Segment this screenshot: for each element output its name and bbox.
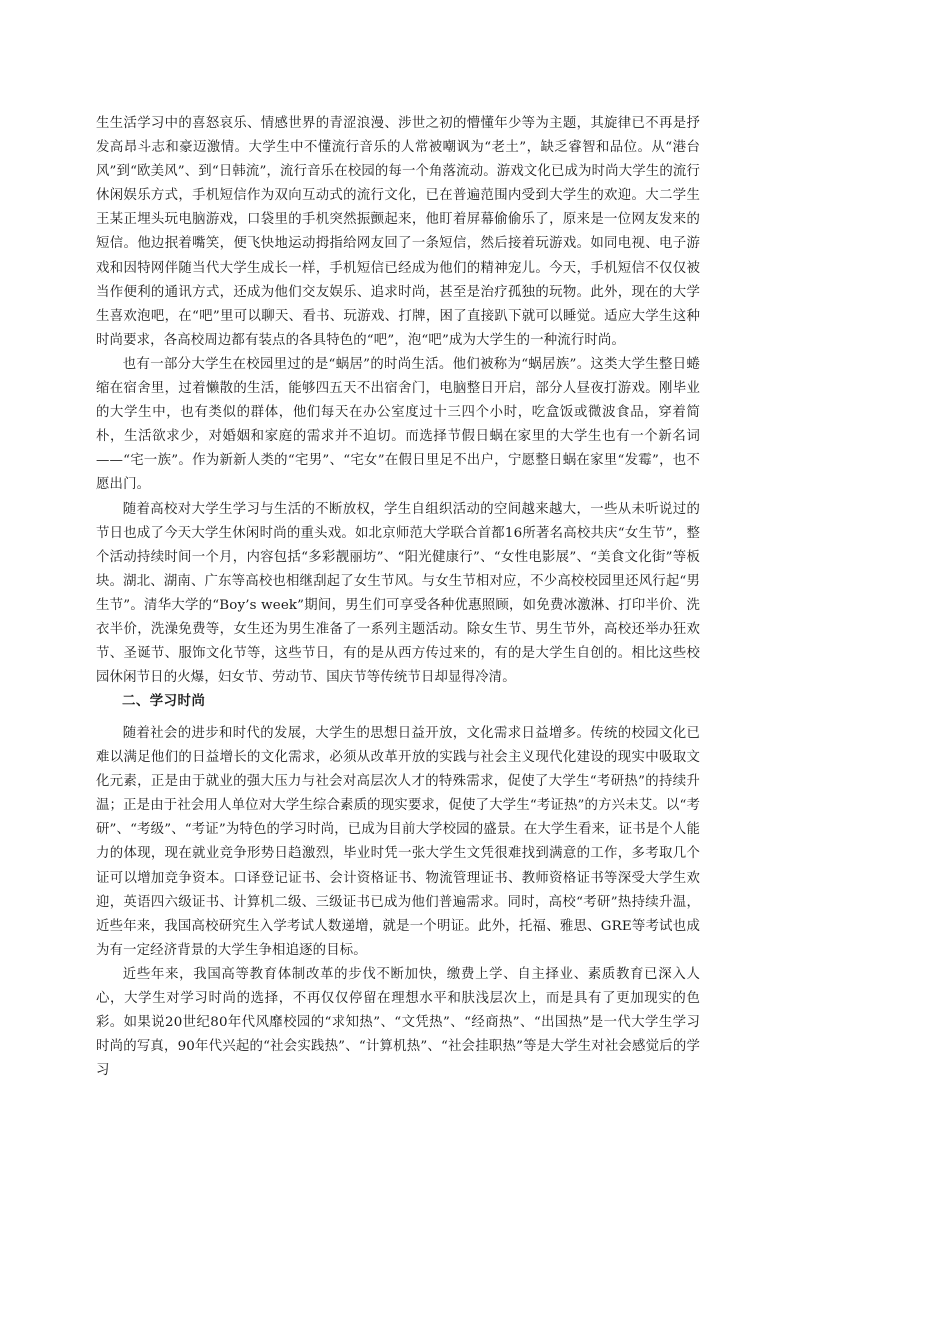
- paragraph-education-reform: 近些年来，我国高等教育体制改革的步伐不断加快，缴费上学、自主择业、素质教育已深入人心，大学生对学习时尚的选择，不再仅仅停留在理想水平和肤浅层次上，而是具有了更加现实的色彩。如果说20世纪80年代风靡校园的“求知热”、“文凭热”、“经商热”、“出国热”是一代大学生学习时尚的写真，90年代兴起的“社会实践热”、“计算机热”、“社会挂职热”等是大学生对社会感觉后的学习: [96, 966, 700, 1079]
- body-text-section2: [96, 722, 700, 1083]
- paragraph-continued: 生生活学习中的喜怒哀乐、情感世界的青涩浪漫、涉世之初的懵懂年少等为主题，其旋律已不再是抒发高昂斗志和豪迈激情。大学生中不懂流行音乐的人常被嘲讽为“老土”，缺乏睿智和品位。从“港台风”到“欧美风”、到“日韩流”，流行音乐在校园的每一个角落流动。游戏文化已成为时尚大学生的流行休闲娱乐方式，手机短信作为双向互动式的流行文化，已在普遍范围内受到大学生的欢迎。大二学生王某正埋头玩电脑游戏，口袋里的手机突然振颤起来，他盯着屏幕偷偷乐了，原来是一位网友发来的短信。他边抿着嘴笑，便飞快地运动拇指给网友回了一条短信，然后接着玩游戏。如同电视、电子游戏和因特网伴随当代大学生成长一样，手机短信已经成为他们的精神宠儿。今天，手机短信不仅仅被当作便利的通讯方式，还成为他们交友娱乐、追求时尚，甚至是治疗孤独的玩物。此外，现在的大学生喜欢泡吧，在“吧”里可以聊天、看书、玩游戏、打牌，困了直接趴下就可以睡觉。适应大学生这种时尚要求，各高校周边都有装点的各具特色的“吧”，泡“吧”成为大学生的一种流行时尚。: [96, 116, 700, 348]
- body-text-part1: [96, 112, 700, 690]
- paragraph-exam-craze: 随着社会的进步和时代的发展，大学生的思想日益开放，文化需求日益增多。传统的校园文化已难以满足他们的日益增长的文化需求，必须从改革开放的实践与社会主义现代化建设的现实中吸取文化元素，正是由于就业的强大压力与社会对高层次人才的特殊需求，促使了大学生“考研热”的持续升温；正是由于社会用人单位对大学生综合素质的现实要求，促使了大学生“考证热”的方兴未艾。以“考研”、“考级”、“考证”为特色的学习时尚，已成为目前大学校园的盛景。在大学生看来，证书是个人能力的体现，现在就业竞争形势日趋激烈，毕业时凭一张大学生文凭很难找到满意的工作，多考取几个证可以增加竞争资本。口译登记证书、会计资格证书、物流管理证书、教师资格证书等深受大学生欢迎，英语四六级证书、计算机二级、三级证书已成为他们普遍需求。同时，高校“考研”热持续升温，近些年来，我国高校研究生入学考试人数递增，就是一个明证。此外，托福、雅思、GRE等考试也成为有一定经济背景的大学生争相追逐的目标。: [96, 726, 700, 958]
- paragraph-woju: 也有一部分大学生在校园里过的是“蜗居”的时尚生活。他们被称为“蜗居族”。这类大学生整日蜷缩在宿舍里，过着懒散的生活，能够四五天不出宿舍门，电脑整日开启，部分人昼夜打游戏。刚毕业的大学生中，也有类似的群体，他们每天在办公室度过十三四个小时，吃盒饭或微波食品，穿着简朴，生活欲求少，对婚姻和家庭的需求并不迫切。而选择节假日蜗在家里的大学生也有一个新名词——“宅一族”。作为新新人类的“宅男”、“宅女”在假日里足不出户，宁愿整日蜗在家里“发霉”，也不愿出门。: [96, 356, 700, 493]
- paragraph-festivals: 随着高校对大学生学习与生活的不断放权，学生自组织活动的空间越来越大，一些从未听说过的节日也成了今天大学生休闲时尚的重头戏。如北京师范大学联合首都16所著名高校共庆“女生节”，整个活动持续时间一个月，内容包括“多彩靓丽坊”、“阳光健康行”、“女性电影展”、“美食文化街”等板块。湖北、湖南、广东等高校也相继刮起了女生节风。与女生节相对应，不少高校校园里还风行起“男生节”。清华大学的“Boy’s week”期间，男生们可享受各种优惠照顾，如免费冰激淋、打印半价、洗衣半价，洗澡免费等，女生还为男生准备了一系列主题活动。除女生节、男生节外，高校还举办狂欢节、圣诞节、服饰文化节等，这些节日，有的是从西方传过来的，有的是大学生自创的。相比这些校园休闲节日的火爆，妇女节、劳动节、国庆节等传统节日却显得冷清。: [96, 501, 700, 686]
- section-heading-study-fashion: 二、学习时尚: [122, 694, 206, 709]
